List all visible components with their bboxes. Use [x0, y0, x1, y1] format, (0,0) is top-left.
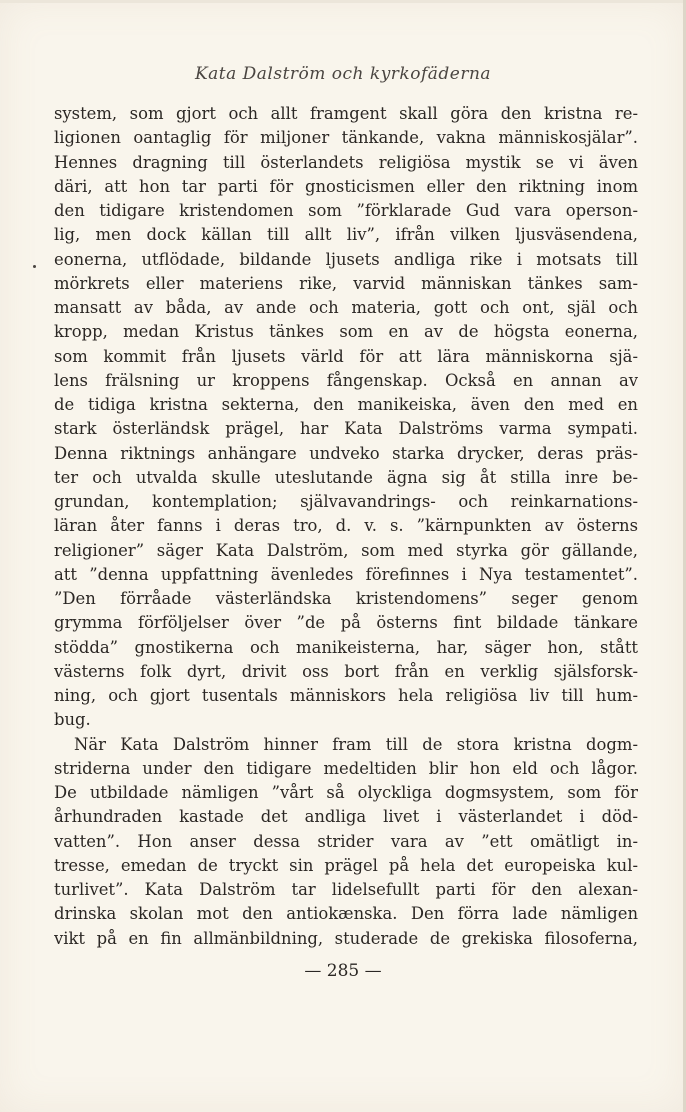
page-number: — 285 — [304, 961, 382, 981]
text-line: Denna riktnings anhängare undveko starka drycker, deras präs- [54, 443, 638, 463]
running-head: Kata Dalström och kyrkofäderna [194, 64, 492, 84]
text-line: När Kata Dalström hinner fram till de stora kristna dogm- [74, 734, 638, 754]
text-line: turlivet”. Kata Dalström tar lidelsefullt parti för den alexan- [54, 880, 638, 899]
text-line: århundraden kastade det andliga livet i västerlandet i död- [54, 807, 638, 827]
text-line: religioner” säger Kata Dalström, som med styrka gör gällande, [54, 540, 638, 560]
text-line: lens frälsning ur kroppens fångenskap. Också en annan av [54, 370, 638, 390]
text-line: lig, men dock källan till allt liv”, ifrån vilken ljusväsendena, [54, 225, 638, 245]
text-line: vatten”. Hon anser dessa strider vara av ”ett omätligt in- [54, 831, 638, 851]
text-line: mörkrets eller materiens rike, varvid människan tänkes sam- [54, 273, 638, 293]
text-line: grymma förföljelser över ”de på österns fint bildade tänkare [54, 613, 638, 633]
text-line: stödda” gnostikerna och manikeisterna, har, säger hon, stått [54, 637, 638, 657]
text-line: ”Den förråade västerländska kristendomens” seger genom [54, 589, 638, 608]
text-line: de tidiga kristna sekterna, den manikeiska, även den med en [54, 395, 638, 414]
text-line: ning, och gjort tusentals människors hela religiösa liv till hum- [54, 686, 638, 705]
text-line: stark österländsk prägel, har Kata Dalströms varma sympati. [54, 419, 638, 439]
text-line: vikt på en fin allmänbildning, studerade de grekiska filosoferna, [54, 928, 638, 948]
body-text [54, 102, 638, 951]
text-line: att ”denna uppfattning ävenledes förefinnes i Nya testamentet”. [54, 564, 638, 584]
text-line: ligionen oantaglig för miljoner tänkande, vakna människosjälar”. [54, 128, 638, 148]
text-line: Hennes dragning till österlandets religiösa mystik se vi även [54, 152, 638, 172]
text-line: västerns folk dyrt, drivit oss bort från en verklig själsforsk- [54, 661, 638, 681]
page-top-edge [0, 0, 686, 3]
text-line: bug. [54, 710, 91, 730]
text-line: drinska skolan mot den antiokænska. Den förra lade nämligen [54, 904, 638, 924]
text-line: system, som gjort och allt framgent skall göra den kristna re- [54, 104, 638, 123]
text-line: mansatt av båda, av ande och materia, gott och ont, själ och [54, 298, 638, 317]
text-line: eonerna, utflödade, bildande ljusets andliga rike i motsats till [54, 249, 638, 269]
text-line: tresse, emedan de tryckt sin prägel på hela det europeiska kul- [54, 855, 638, 875]
text-line: som kommit från ljusets värld för att lära människorna sjä- [54, 346, 638, 366]
text-line: läran åter fanns i deras tro, d. v. s. ”kärnpunkten av österns [54, 516, 638, 536]
margin-mark [33, 265, 36, 268]
text-line: den tidigare kristendomen som ”förklarade Gud vara operson- [54, 201, 638, 220]
text-line: De utbildade nämligen ”vårt så olyckliga dogmsystem, som för [54, 783, 638, 802]
text-line: grundan, kontemplation; självavandrings- och reinkarnations- [54, 492, 638, 511]
text-line: ter och utvalda skulle uteslutande ägna sig åt stilla inre be- [54, 467, 638, 487]
text-line: striderna under den tidigare medeltiden blir hon eld och lågor. [54, 758, 638, 778]
text-line: däri, att hon tar parti för gnosticismen eller den riktning inom [54, 176, 638, 196]
text-line: kropp, medan Kristus tänkes som en av de högsta eonerna, [54, 322, 638, 342]
